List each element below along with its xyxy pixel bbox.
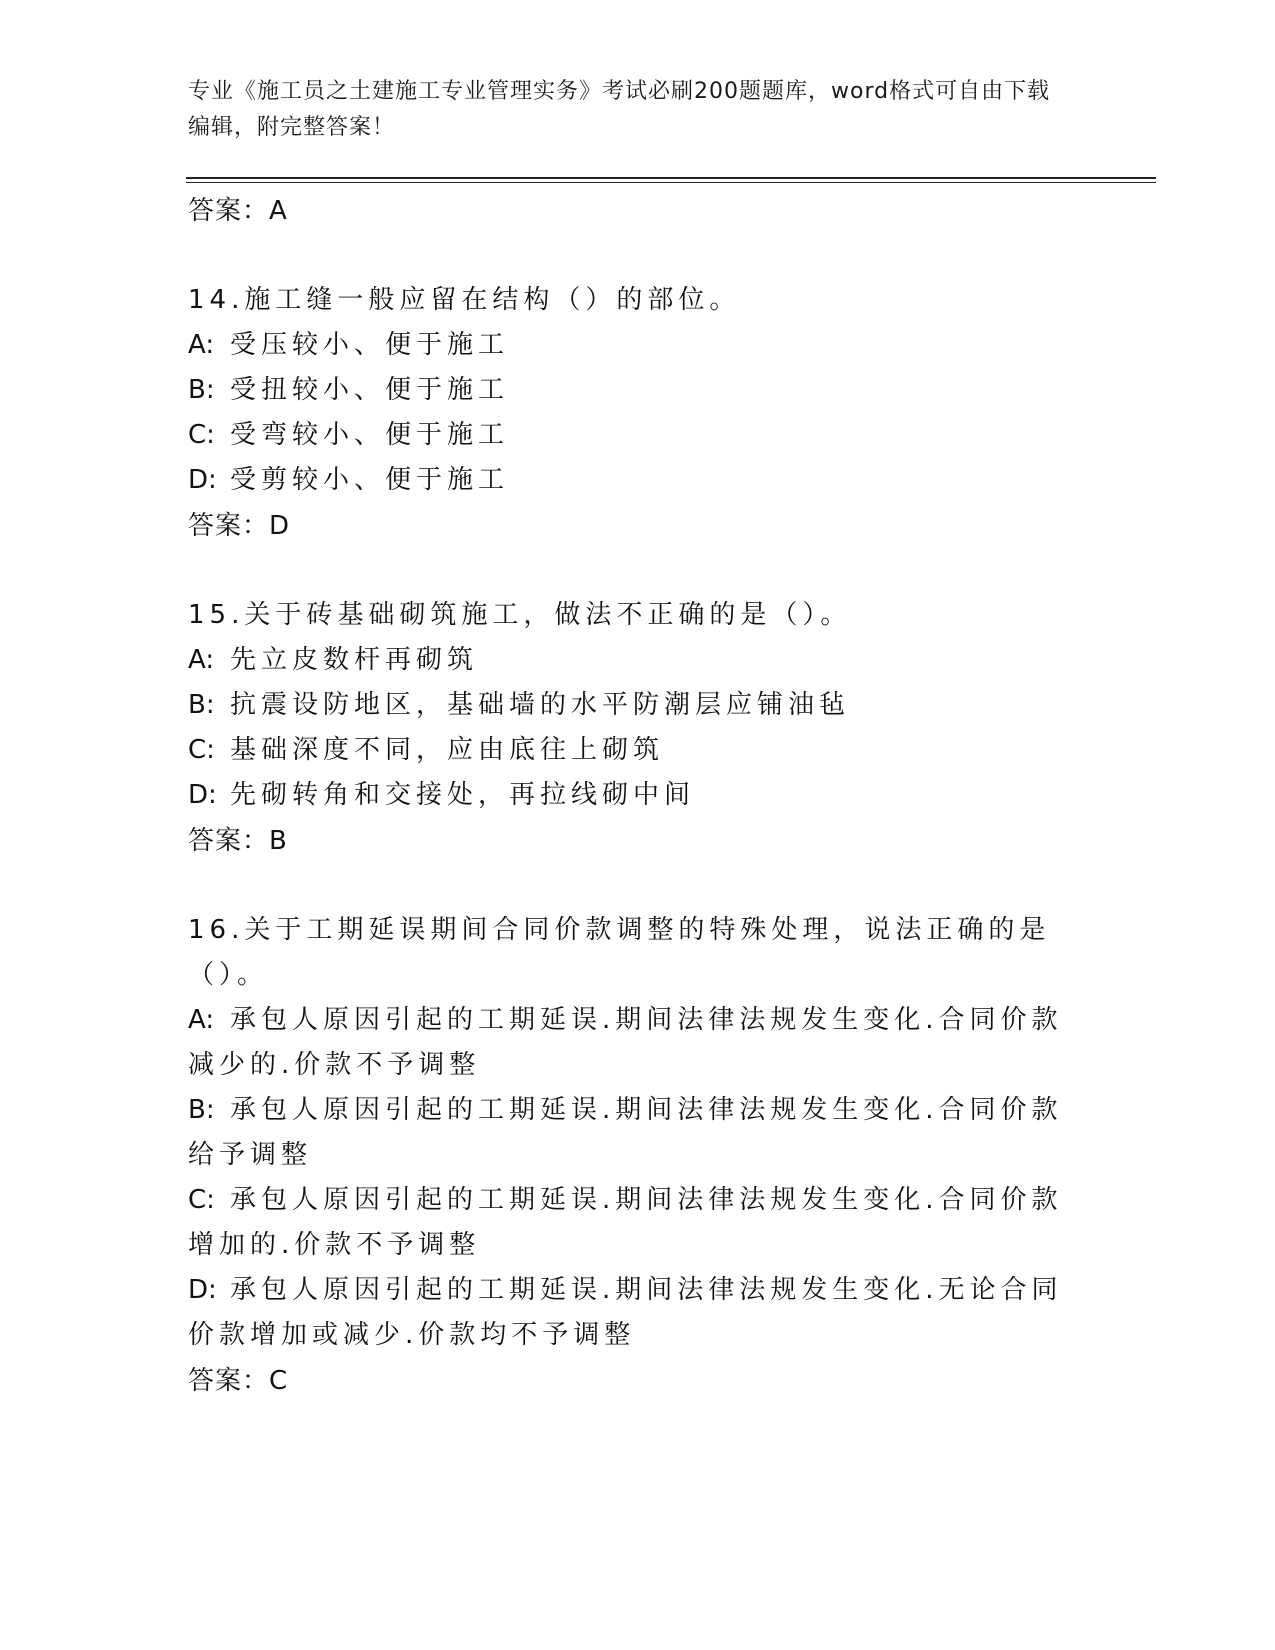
option-key: A: [188,330,215,360]
option-key: D: [188,1275,217,1305]
option-text: 承包人原因引起的工期延误.期间法律法规发生变化.合同价款增加的.价款不予调整 [188,1185,1063,1260]
option-d [188,773,1088,818]
option-c [188,413,1088,458]
option-a [188,323,1088,368]
option-text: 承包人原因引起的工期延误.期间法律法规发生变化.合同价款给予调整 [188,1095,1063,1170]
option-key: C: [188,1185,215,1215]
option-key: C: [188,420,215,450]
answer-line: 答案：C [188,1366,289,1396]
option-key: B: [188,1095,215,1125]
option-key: C: [188,735,215,765]
option-d [188,458,1088,503]
document-header: 专业《施工员之土建施工专业管理实务》考试必刷200题题库，word格式可自由下载编辑，附完整答案！ [188,79,1051,140]
header-divider-thin [186,182,1156,183]
option-key: A: [188,1005,215,1035]
option-c [188,1178,1088,1268]
option-text: 抗震设防地区，基础墙的水平防潮层应铺油毡 [230,690,851,720]
option-text: 受剪较小、便于施工 [230,465,510,495]
option-b [188,683,1088,728]
question-stem: 15.关于砖基础砌筑施工，做法不正确的是（）。 [188,600,852,630]
option-c [188,728,1088,773]
option-text: 基础深度不同，应由底往上砌筑 [230,735,665,765]
option-a [188,998,1088,1088]
spacer [188,864,1088,908]
option-key: B: [188,375,215,405]
option-key: D: [188,465,217,495]
question-list [188,188,1088,1404]
option-text: 受弯较小、便于施工 [230,420,510,450]
question-block-15 [188,593,1088,864]
answer-line: 答案：B [188,826,288,856]
option-key: B: [188,690,215,720]
answer-previous: 答案：A [188,196,288,226]
option-b [188,368,1088,413]
question-stem: 16.关于工期延误期间合同价款调整的特殊处理，说法正确的是（）。 [188,915,1051,990]
spacer [188,549,1088,593]
option-text: 承包人原因引起的工期延误.期间法律法规发生变化.合同价款减少的.价款不予调整 [188,1005,1063,1080]
question-block-14 [188,278,1088,549]
question-stem: 14.施工缝一般应留在结构（）的部位。 [188,285,741,315]
option-key: D: [188,780,217,810]
option-text: 承包人原因引起的工期延误.期间法律法规发生变化.无论合同价款增加或减少.价款均不予调整 [188,1275,1063,1350]
option-text: 受扭较小、便于施工 [230,375,510,405]
answer-line: 答案：D [188,511,291,541]
option-key: A: [188,645,215,675]
option-text: 先立皮数杆再砌筑 [230,645,479,675]
spacer [188,234,1088,278]
option-text: 受压较小、便于施工 [230,330,510,360]
header-divider-thick [186,177,1156,179]
option-d [188,1268,1088,1358]
option-text: 先砌转角和交接处，再拉线砌中间 [230,780,696,810]
option-b [188,1088,1088,1178]
question-block-16 [188,908,1088,1404]
option-a [188,638,1088,683]
